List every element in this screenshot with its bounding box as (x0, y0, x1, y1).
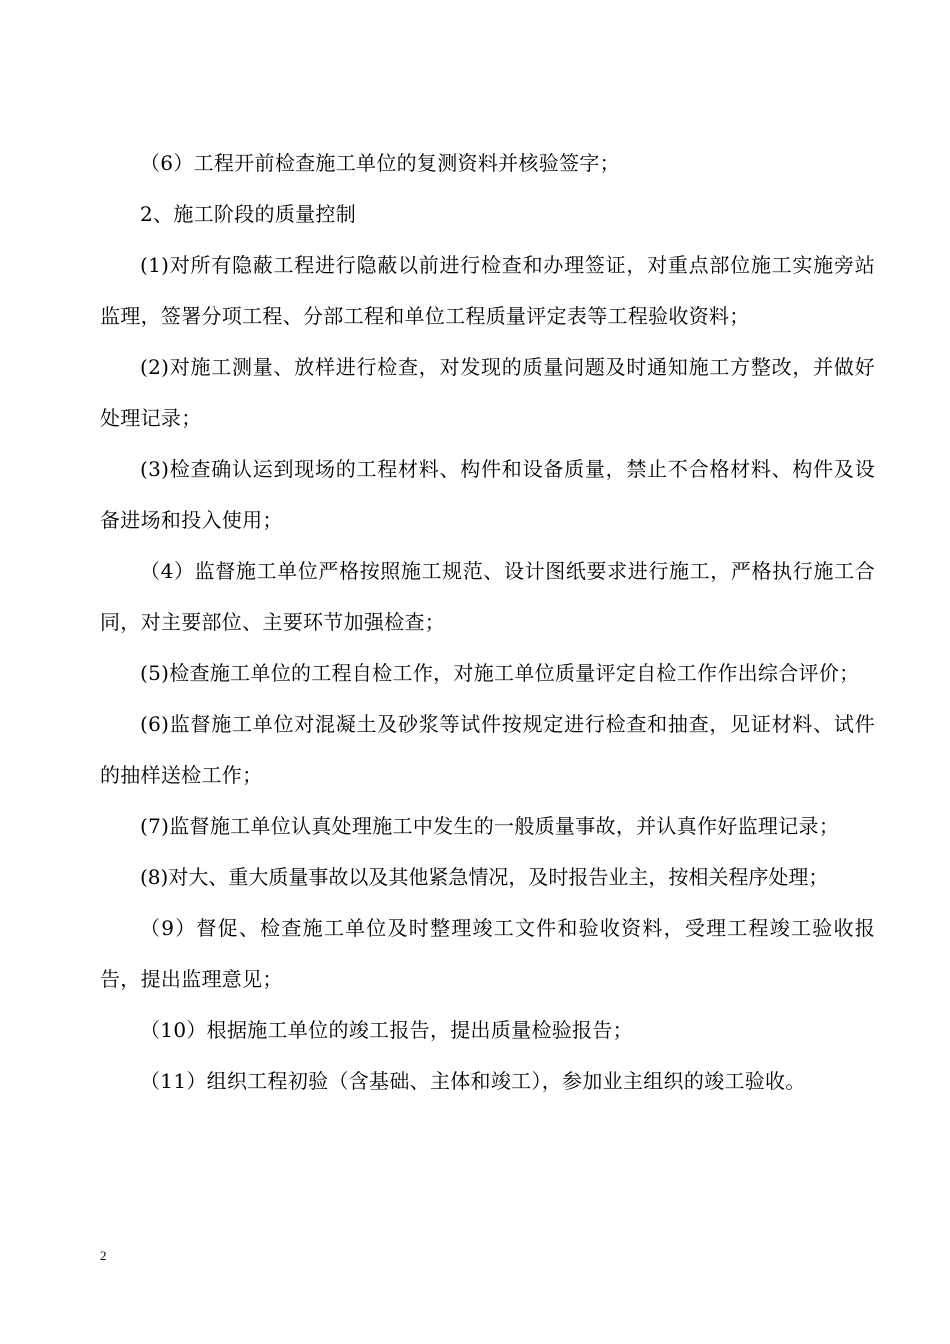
paragraph-item-4: （4）监督施工单位严格按照施工规范、设计图纸要求进行施工，严格执行施工合同，对主要部位、主要环节加强检查； (100, 559, 875, 634)
paragraph-item-9: （9）督促、检查施工单位及时整理竣工文件和验收资料，受理工程竣工验收报告，提出监理意见； (100, 916, 875, 991)
paragraph-item-2: (2)对施工测量、放样进行检查，对发现的质量问题及时通知施工方整改，并做好处理记录； (100, 355, 875, 430)
paragraph-item-8: (8)对大、重大质量事故以及其他紧急情况，及时报告业主，按相关程序处理； (140, 865, 829, 889)
paragraph-item-6: (6)监督施工单位对混凝土及砂浆等试件按规定进行检查和抽查，见证材料、试件的抽样送检工作； (100, 712, 875, 787)
paragraph-item-10: （10）根据施工单位的竣工报告，提出质量检验报告； (140, 1018, 633, 1042)
page-number: 2 (100, 1248, 107, 1263)
paragraph-item-3: (3)检查确认运到现场的工程材料、构件和设备质量，禁止不合格材料、构件及设备进场和投入使用； (100, 457, 875, 532)
document-body (100, 138, 875, 1107)
paragraph-item-7: (7)监督施工单位认真处理施工中发生的一般质量事故，并认真作好监理记录； (140, 814, 840, 838)
paragraph-item-11: （11）组织工程初验（含基础、主体和竣工），参加业主组织的竣工验收。 (140, 1069, 806, 1093)
paragraph-item-5: (5)检查施工单位的工程自检工作，对施工单位质量评定自检工作作出综合评价； (140, 661, 860, 685)
section-heading-construction-stage: 2、施工阶段的质量控制 (140, 202, 357, 226)
paragraph-prep-6: （6）工程开前检查施工单位的复测资料并核验签字； (140, 151, 620, 175)
paragraph-item-1: (1)对所有隐蔽工程进行隐蔽以前进行检查和办理签证，对重点部位施工实施旁站监理，签署分项工程、分部工程和单位工程质量评定表等工程验收资料； (100, 253, 875, 328)
